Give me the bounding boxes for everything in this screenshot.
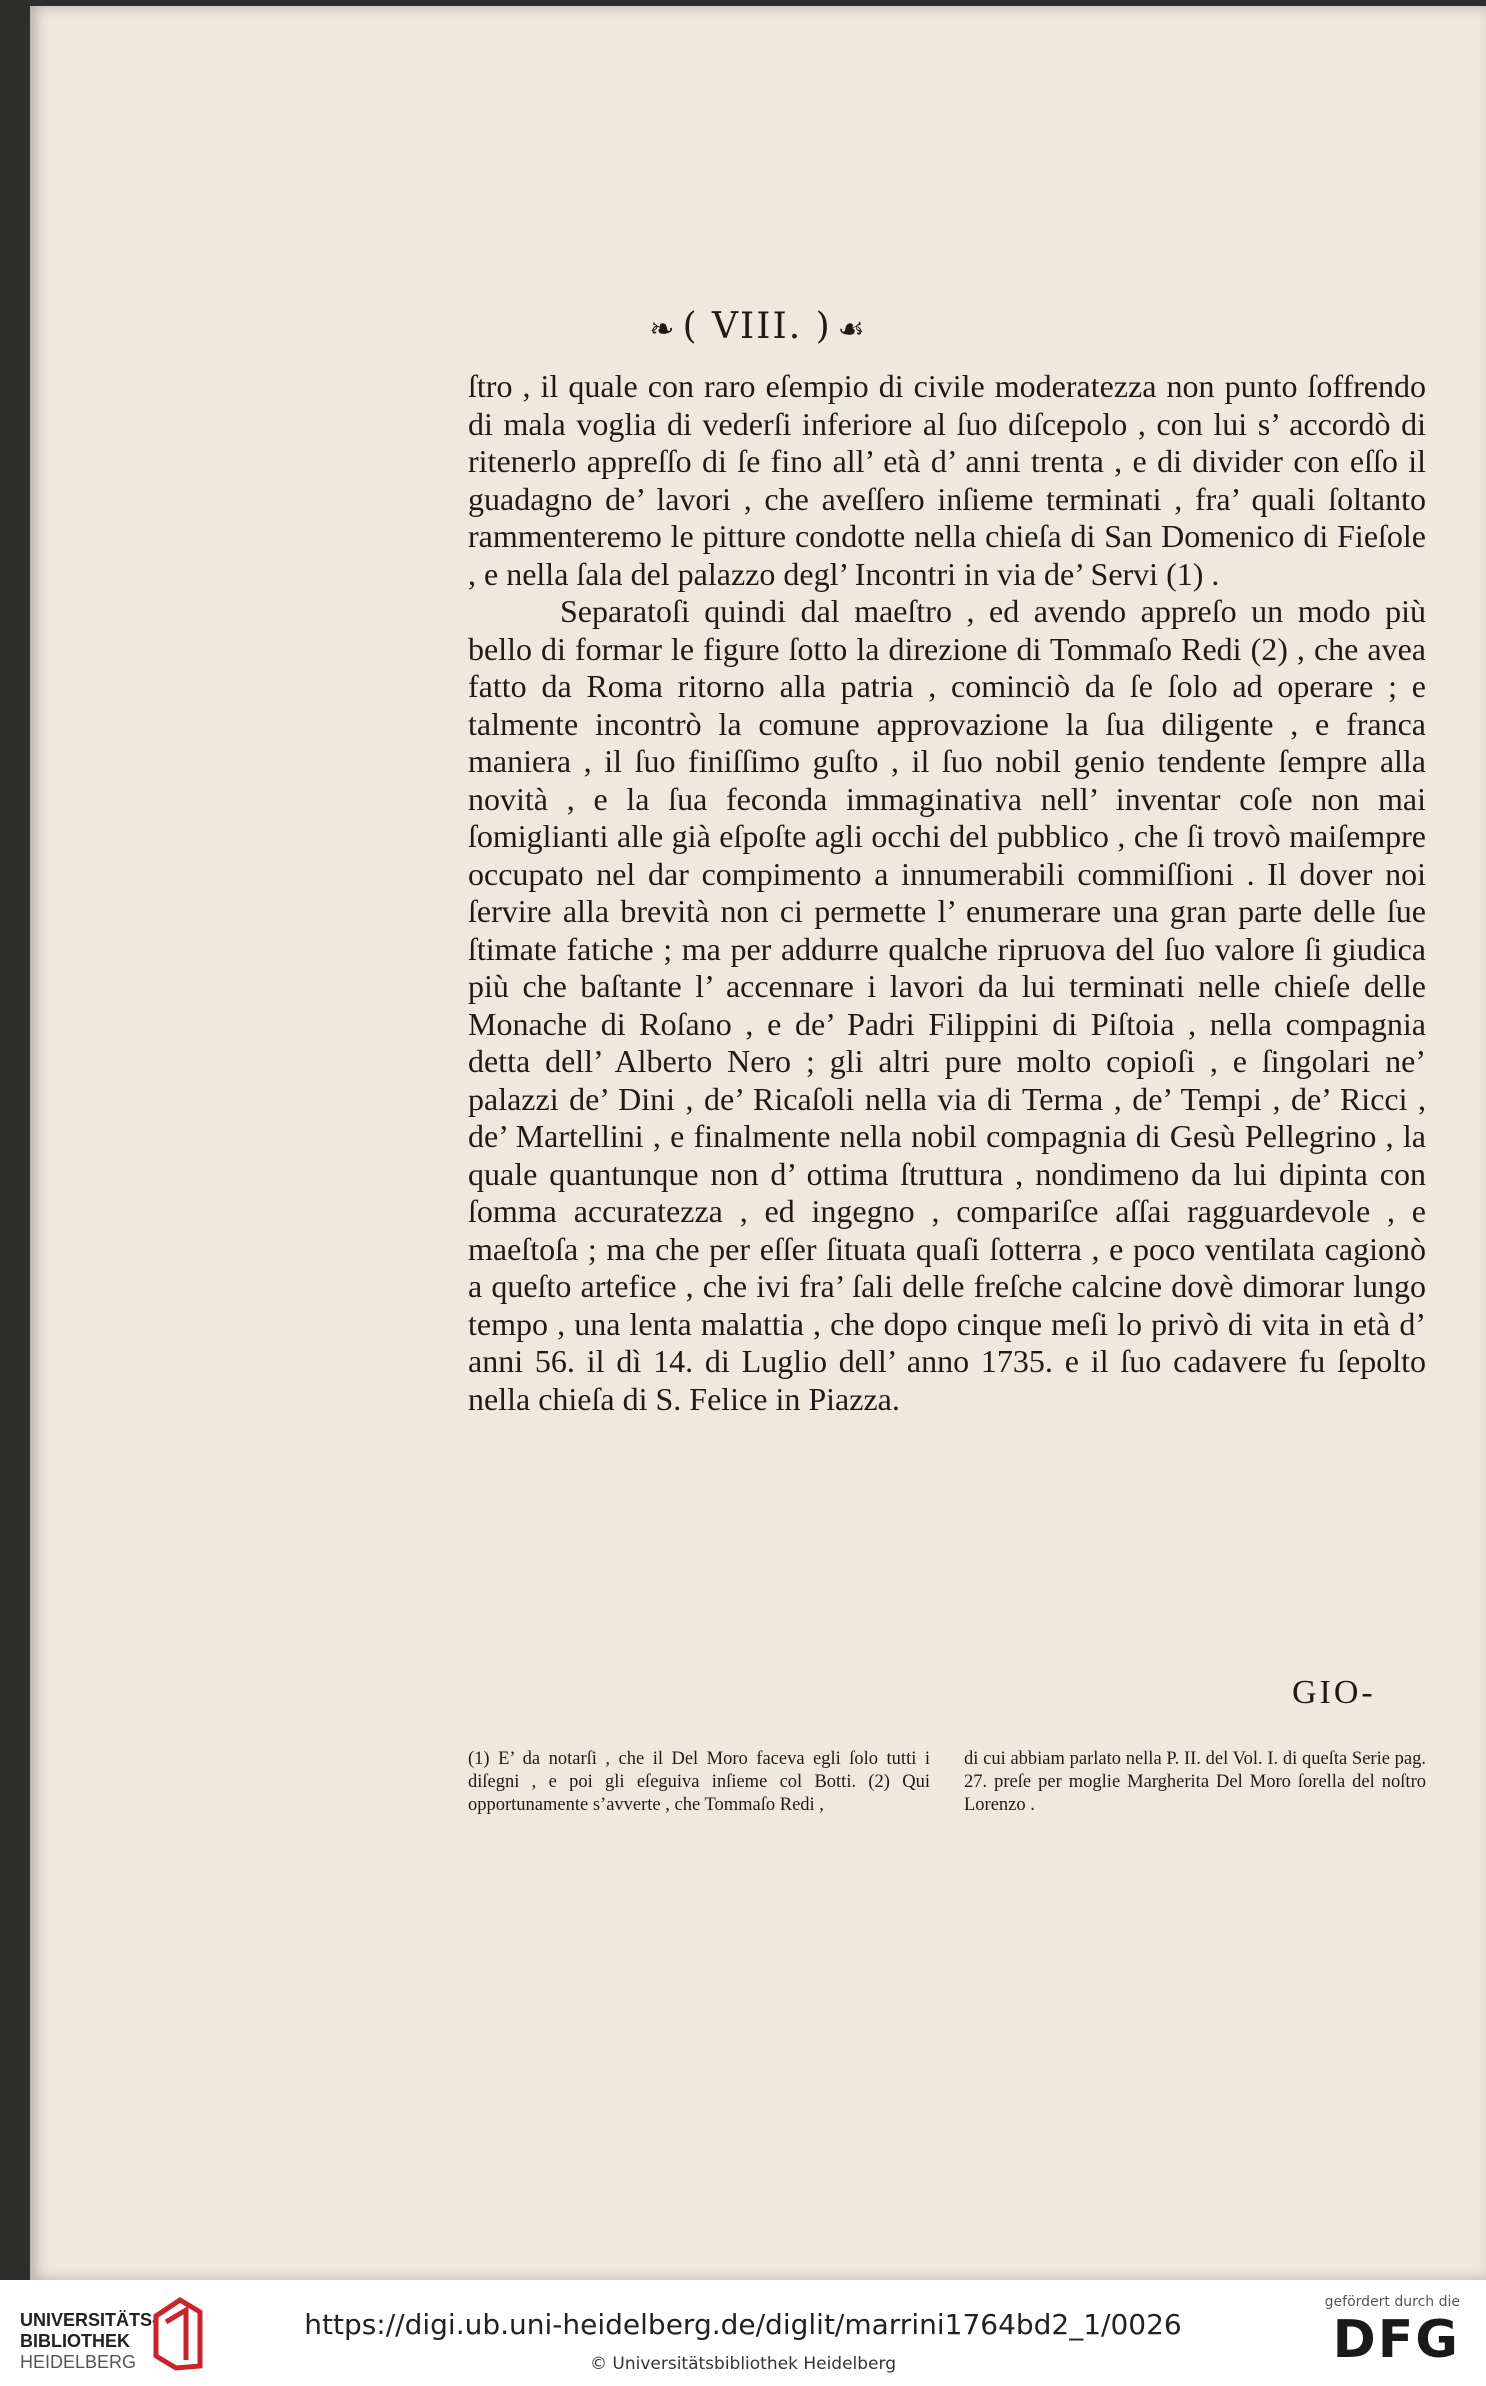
- book-page: [30, 6, 1486, 2280]
- footnotes: [468, 1748, 1426, 1817]
- paragraph-1: ſtro , il quale con raro eſempio di civile moderatezza non punto ſoffrendo di mala voglia di vederſi inferiore al ſuo diſcepolo , con lui s’ accordò di ritenerlo appreſſo di ſe fino all’ età d’ anni trenta , e di divider con eſſo il guadagno de’ lavori , che aveſſero inſieme terminati , fra’ quali ſoltanto rammenteremo le pitture condotte nella chieſa di San Domenico di Fieſole , e nella ſala del palazzo degl’ Incontri in via de’ Servi (1) .: [468, 368, 1426, 592]
- library-line-2: BIBLIOTHEK: [20, 2331, 130, 2351]
- ornament-left-icon: ❧: [649, 311, 677, 347]
- footnote-left: (1) E’ da notarſi , che il Del Moro faceva egli ſolo tutti i diſegni , e poi gli eſeguiva inſieme col Botti. (2) Qui opportunamente s’avverte , che Tommaſo Redi ,: [468, 1749, 930, 1815]
- footnote-column-left: [468, 1748, 930, 1817]
- dfg-logo[interactable]: [1325, 2294, 1460, 2370]
- page-number: ( VIII. ): [682, 306, 832, 347]
- library-line-3: HEIDELBERG: [20, 2352, 137, 2372]
- footnote-right: di cui abbiam parlato nella P. II. del Vol. I. di queſta Serie pag. 27. preſe per moglie Margherita Del Moro ſorella del noſtro Lorenzo .: [964, 1749, 1426, 1815]
- footnote-column-right: [964, 1748, 1426, 1817]
- funder-logo-text: DFG: [1332, 2310, 1460, 2370]
- copyright-notice: © Universitätsbibliothek Heidelberg: [589, 2354, 896, 2374]
- page-header: [30, 306, 1486, 347]
- body-text: [468, 368, 1426, 1418]
- catchword: GIO-: [1292, 1674, 1376, 1711]
- funder-label: gefördert durch die: [1324, 2294, 1460, 2310]
- permalink-url[interactable]: https://digi.ub.uni-heidelberg.de/diglit/marrini1764bd2_1/0026: [304, 2308, 1182, 2341]
- viewer-footer: [0, 2280, 1486, 2386]
- paragraph-2: Separatoſi quindi dal maeſtro , ed avendo appreſo un modo più bello di formar le figure ſotto la direzione di Tommaſo Redi (2) , che avea fatto da Roma ritorno alla patria , cominciò da ſe ſolo ad operare ; e talmente incontrò la comune approvazione la ſua diligente , e franca maniera , il ſuo finiſſimo guſto , il ſuo nobil genio tendente ſempre alla novità , e la ſua feconda immaginativa nell’ inventar coſe non mai ſomiglianti alle già eſpoſte agli occhi del pubblico , che ſi trovò maiſempre occupato nel dar compimento a innumerabili commiſſioni . Il dover noi ſervire alla brevità non ci permette l’ enumerare una gran parte delle ſue ſtimate fatiche ; ma per addurre qualche ripruova del ſuo valore ſi giudica più che baſtante l’ accennare i lavori da lui terminati nelle chieſe delle Monache di Roſano , e de’ Padri Filippini di Piſtoia , nella compagnia detta dell’ Alberto Nero ; gli altri pure molto copioſi , e ſingolari ne’ palazzi de’ Dini , de’ Ricaſoli nella via di Terma , de’ Tempi , de’ Ricci , de’ Martellini , e finalmente nella nobil compagnia di Gesù Pellegrino , la quale quantunque non d’ ottima ſtruttura , nondimeno da lui dipinta con ſomma accuratezza , ed ingegno , compariſce aſſai ragguardevole , e maeſtoſa ; ma che per eſſer ſituata quaſi ſotterra , e poco ventilata cagionò a queſto artefice , che ivi fra’ ſali delle freſche calcine dovè dimorar lungo tempo , una lenta malattia , che dopo cinque meſi lo privò di vita in età d’ anni 56. il dì 14. di Luglio dell’ anno 1735. e il ſuo cadavere fu ſepolto nella chieſa di S. Felice in Piazza.: [468, 593, 1426, 1417]
- ornament-right-icon: ☙: [837, 311, 867, 347]
- library-line-1: UNIVERSITÄTS-: [20, 2310, 159, 2330]
